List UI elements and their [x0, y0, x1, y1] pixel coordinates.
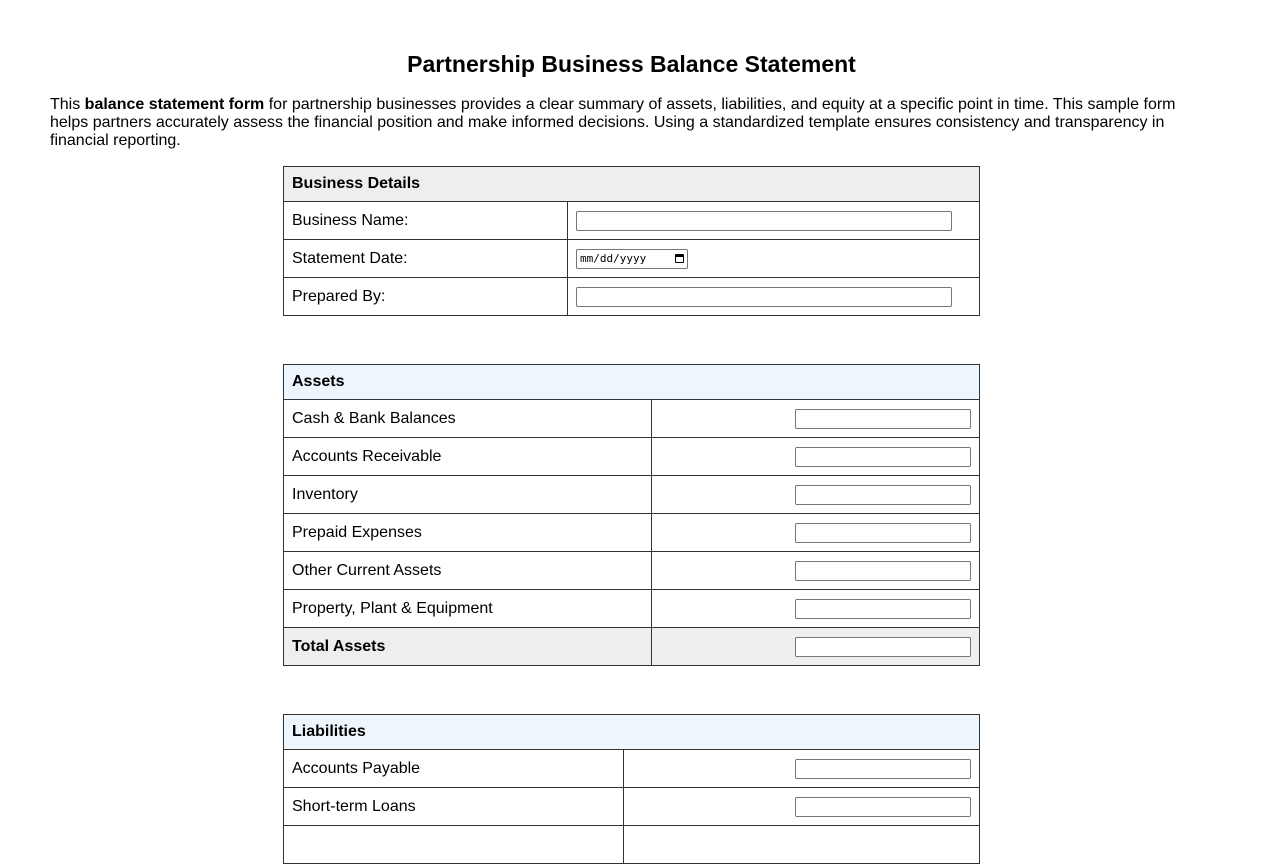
liabilities-table	[283, 714, 980, 864]
assets-table	[283, 364, 980, 666]
prepared-by-input[interactable]	[576, 287, 952, 307]
inventory-input[interactable]	[795, 485, 971, 505]
table-row	[284, 826, 980, 864]
receivable-input[interactable]	[795, 447, 971, 467]
table-row: Inventory	[284, 476, 980, 514]
prepaid-input[interactable]	[795, 523, 971, 543]
short-term-loans-input[interactable]	[795, 797, 971, 817]
statement-date-label: Statement Date:	[284, 240, 568, 278]
total-assets-input[interactable]	[795, 637, 971, 657]
table-row: Property, Plant & Equipment	[284, 590, 980, 628]
cash-input[interactable]	[795, 409, 971, 429]
business-details-table	[283, 166, 980, 316]
total-row: Total Assets	[284, 628, 980, 666]
business-name-input[interactable]	[576, 211, 952, 231]
table-row: Prepaid Expenses	[284, 514, 980, 552]
calendar-icon[interactable]	[675, 254, 684, 263]
table-row: Cash & Bank Balances	[284, 400, 980, 438]
ppe-input[interactable]	[795, 599, 971, 619]
page-title: Partnership Business Balance Statement	[407, 51, 856, 77]
table-row: Accounts Payable	[284, 750, 980, 788]
table-row: Short-term Loans	[284, 788, 980, 826]
other-assets-input[interactable]	[795, 561, 971, 581]
table-row: Accounts Receivable	[284, 438, 980, 476]
section-heading: Business Details	[284, 167, 980, 202]
section-heading: Liabilities	[284, 715, 980, 750]
accounts-payable-input[interactable]	[795, 759, 971, 779]
statement-date-input[interactable]: mm/dd/yyyy	[576, 249, 688, 269]
table-row: Other Current Assets	[284, 552, 980, 590]
intro-text: This balance statement form for partnership businesses provides a clear summary of assets, liabilities, and equity at a specific point in time. This sample form helps partners accurately assess the financial position and make informed decisions. Using a standardized template ensures consistency and transparency in financial reporting.	[50, 96, 1176, 149]
section-heading: Assets	[284, 365, 980, 400]
business-name-label: Business Name:	[284, 202, 568, 240]
prepared-by-label: Prepared By:	[284, 278, 568, 316]
